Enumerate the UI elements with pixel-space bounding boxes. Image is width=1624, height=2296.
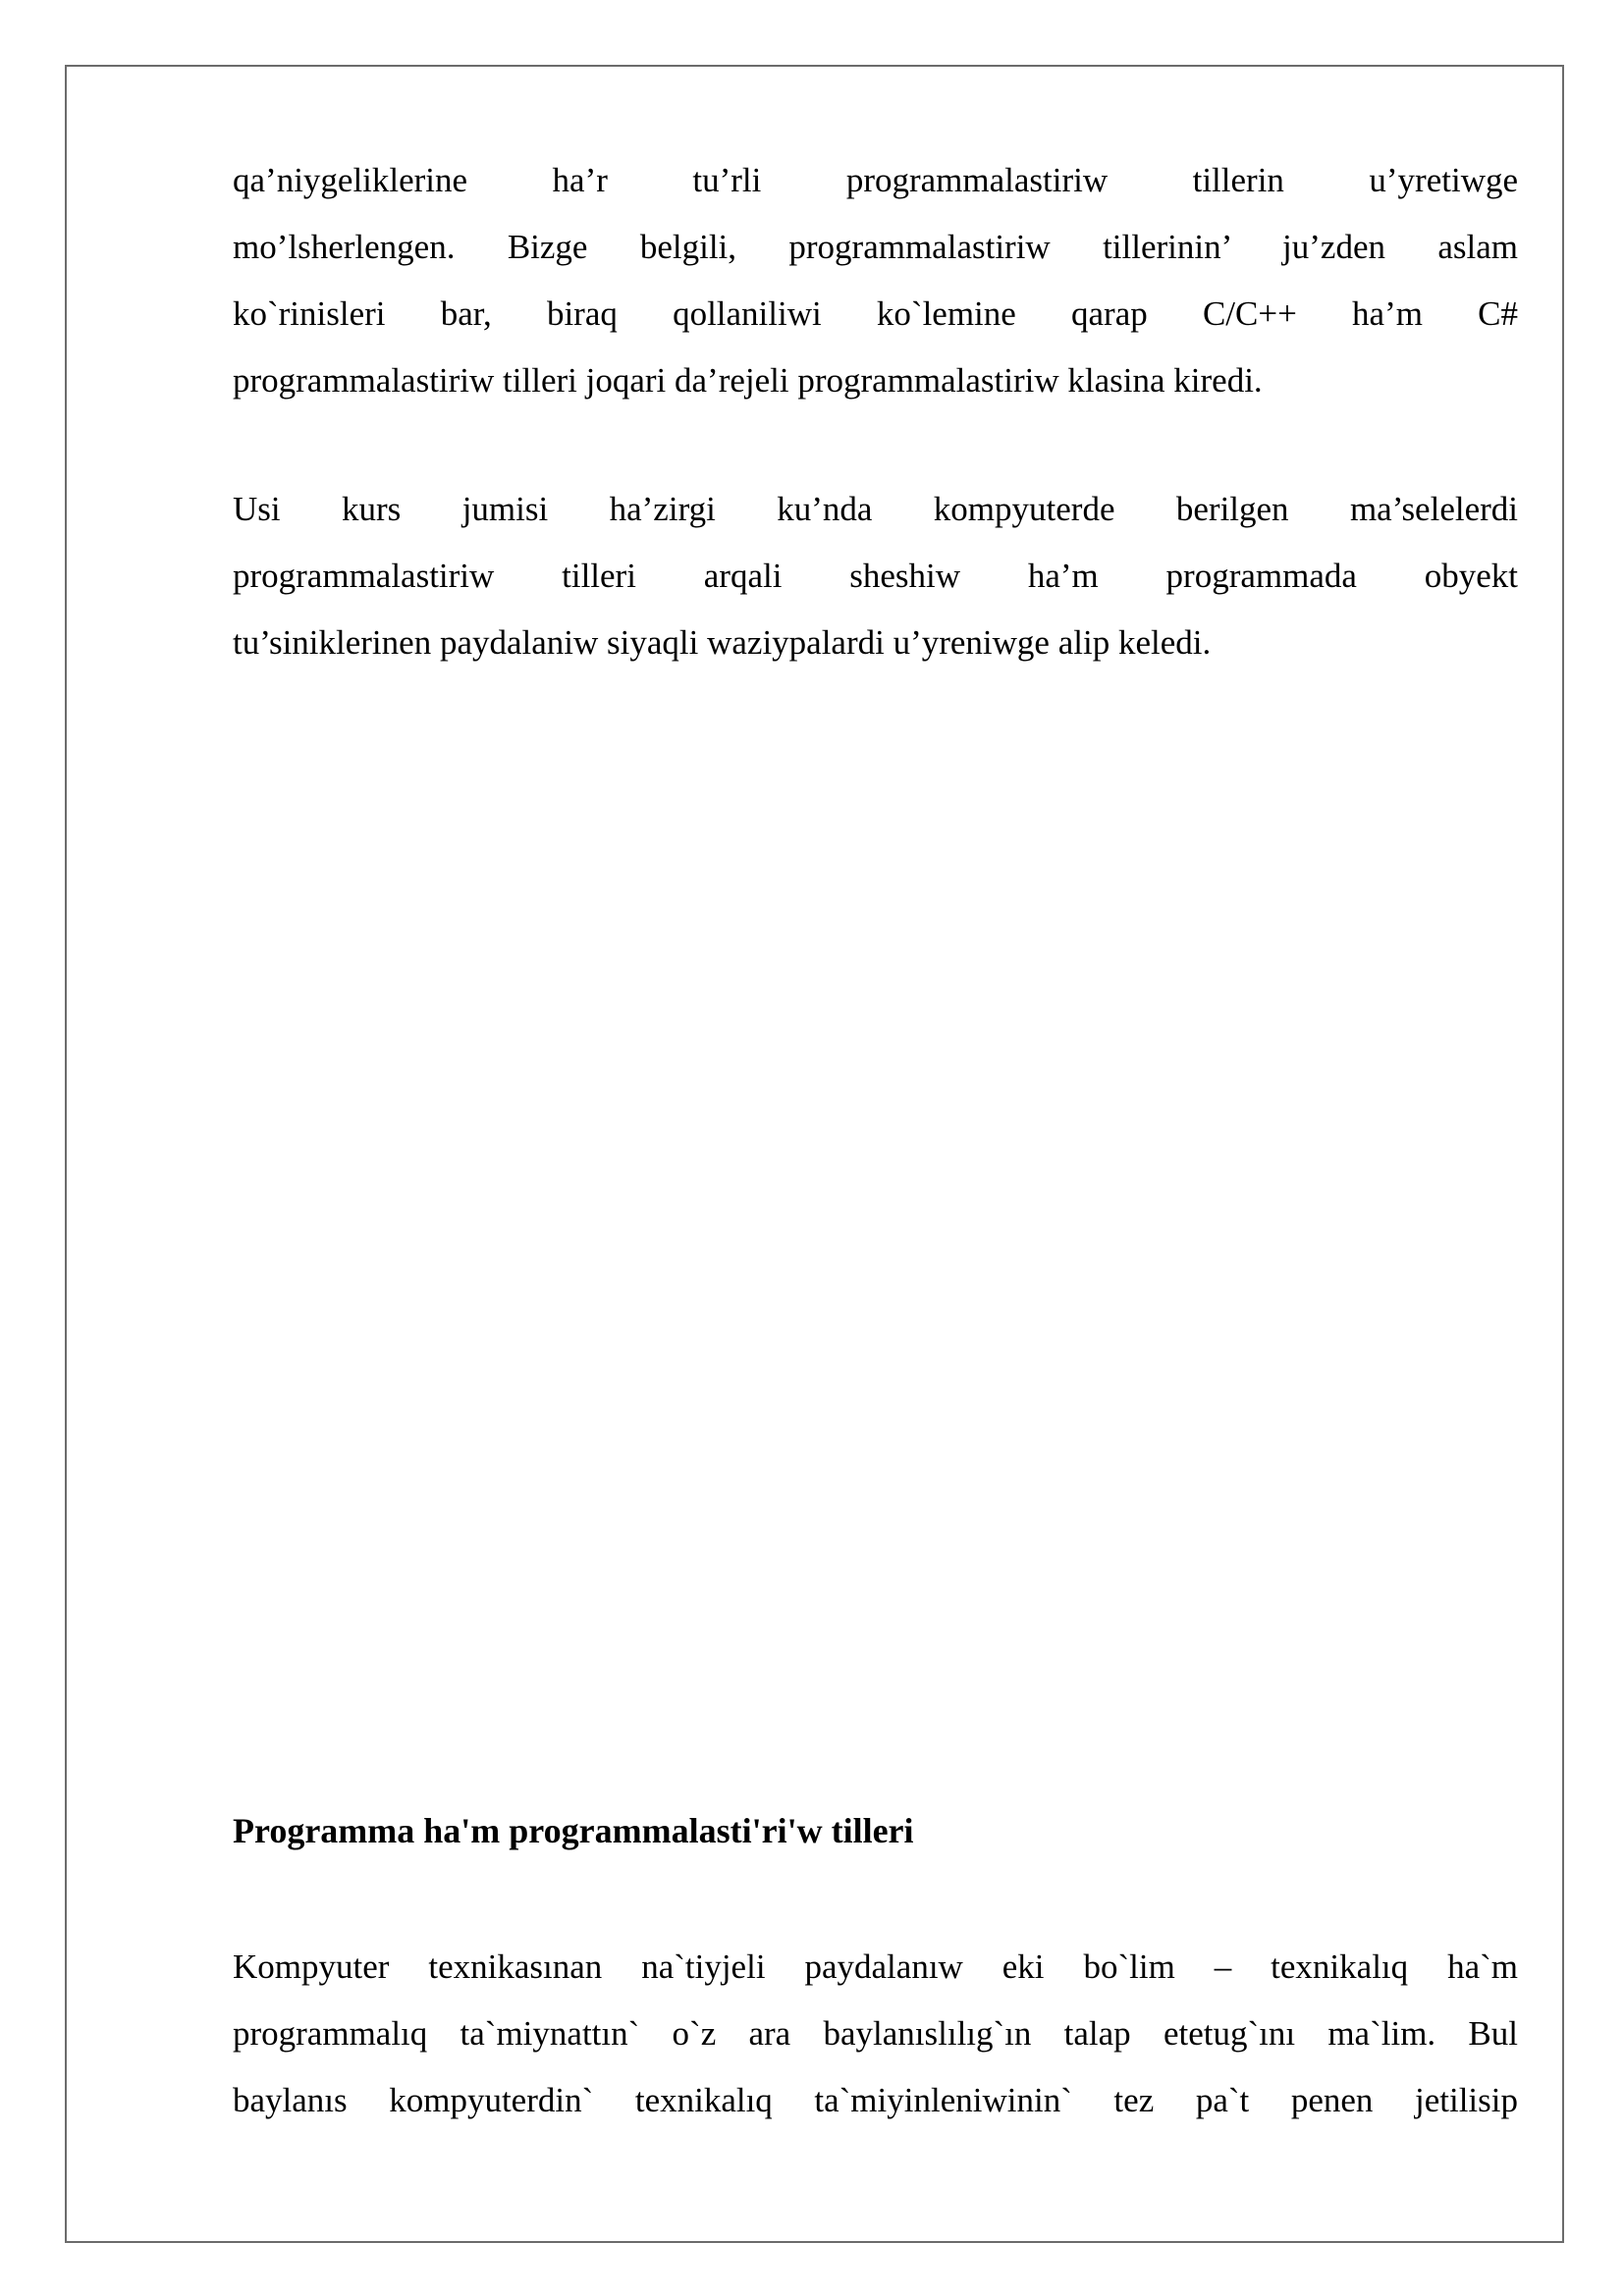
paragraph-line: Usi kurs jumisi ha’zirgi ku’nda kompyuterde berilgen ma’selelerdi [233,490,1518,528]
section-heading: Programma ha'm programmalasti'ri'w tilleri [233,1811,914,1850]
paragraph-line: ko`rinisleri bar, biraq qollaniliwi ko`lemine qarap C/C++ ha’m C# [233,294,1518,333]
paragraph-line: programmalıq ta`miynattın` o`z ara baylanıslılıg`ın talap etetug`ını ma`lim. Bul [233,2014,1518,2053]
course-purpose-paragraph [233,476,1518,676]
paragraph-line: qa’niygeliklerine ha’r tu’rli programmalastiriw tillerin u’yretiwge [233,161,1518,199]
section-paragraph [233,1934,1518,2134]
paragraph-line: programmalastiriw tilleri joqari da’rejeli programmalastiriw klasina kiredi. [233,361,1263,400]
paragraph-line: programmalastiriw tilleri arqali sheshiw ha’m programmada obyekt [233,557,1518,595]
paragraph-line: mo’lsherlengen. Bizge belgili, programmalastiriw tillerinin’ ju’zden aslam [233,228,1518,266]
paragraph-line: Kompyuter texnikasınan na`tiyjeli paydalanıw eki bo`lim – texnikalıq ha`m [233,1948,1518,1986]
intro-paragraph [233,147,1518,414]
paragraph-line: tu’siniklerinen paydalaniw siyaqli waziypalardi u’yreniwge alip keledi. [233,623,1212,662]
paragraph-line: baylanıs kompyuterdin` texnikalıq ta`miyinleniwinin` tez pa`t penen jetilisip [233,2081,1518,2119]
